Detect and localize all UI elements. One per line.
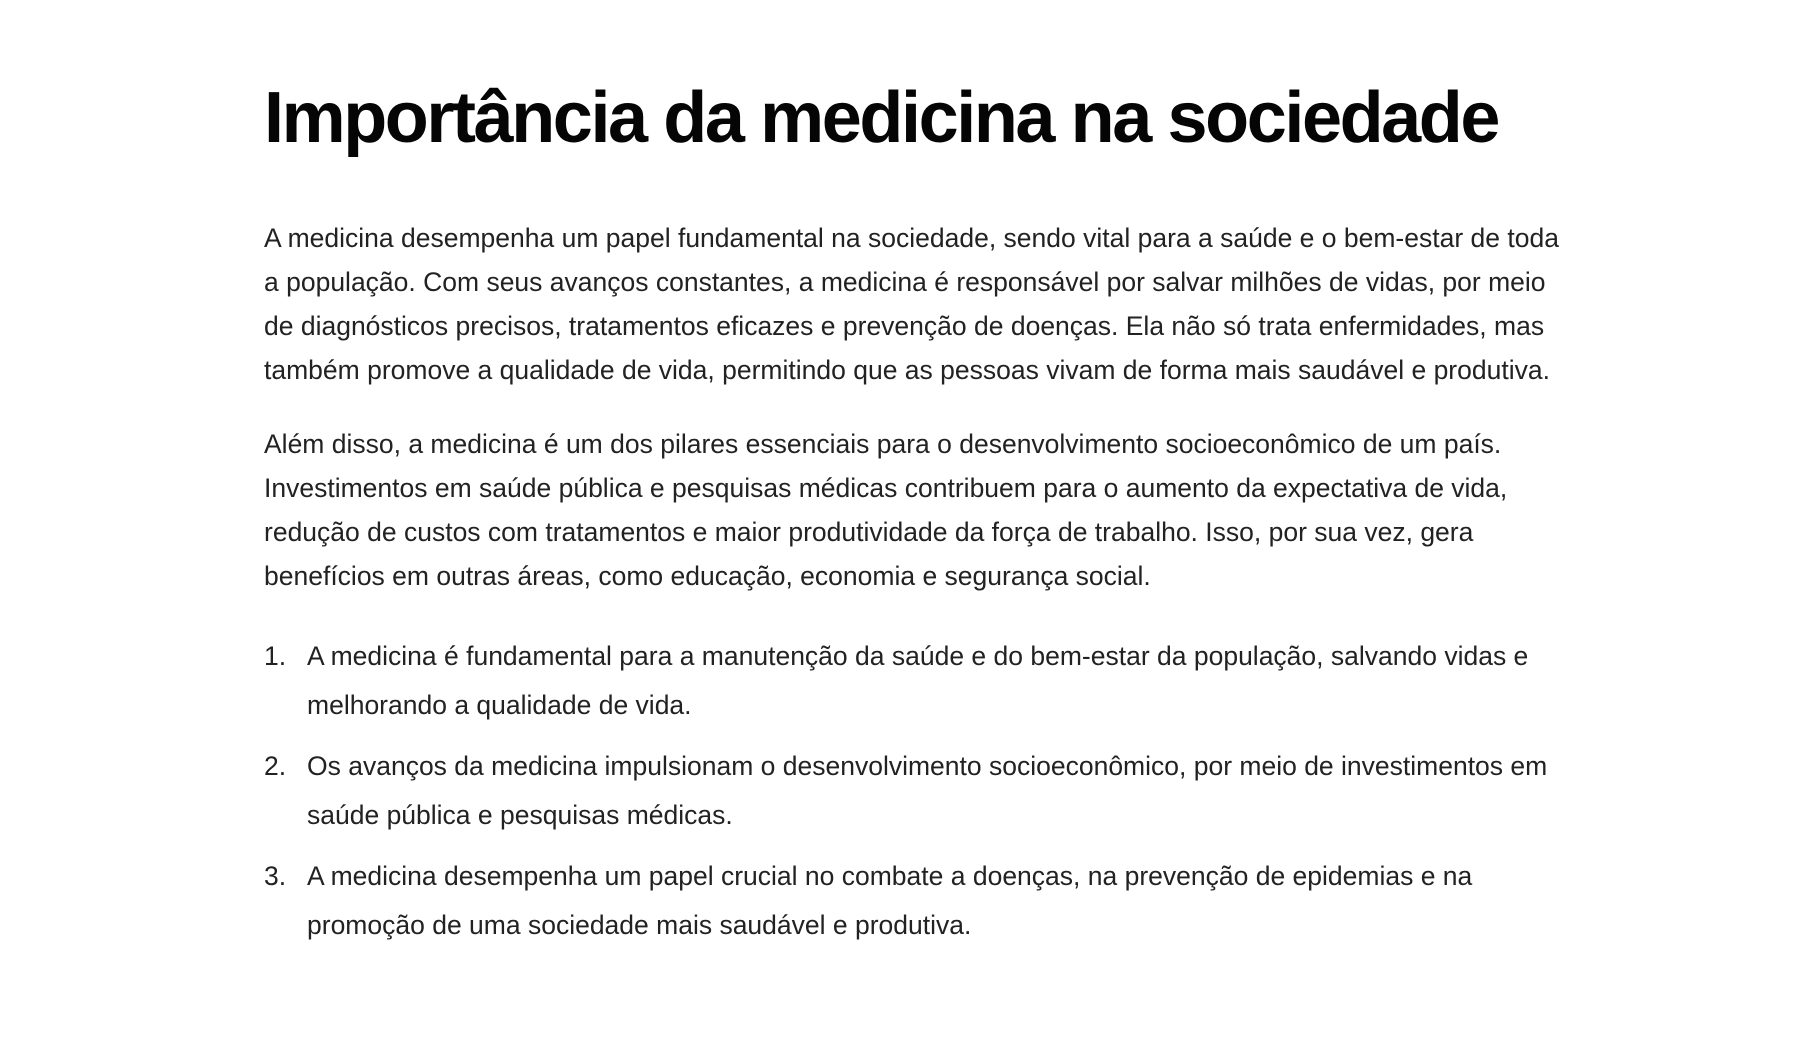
list-number: 1.: [264, 641, 287, 671]
list-item-text: A medicina desempenha um papel crucial no combate a doenças, na prevenção de epidemias e na promoção de uma sociedade mais saudável e produtiva.: [307, 861, 1473, 940]
key-points-list: [264, 632, 1564, 949]
list-number: 2.: [264, 751, 287, 781]
list-item: [264, 742, 1564, 839]
list-number: 3.: [264, 861, 287, 891]
page-title: Importância da medicina na sociedade: [264, 78, 1499, 158]
list-item: [264, 852, 1564, 949]
intro-paragraph: A medicina desempenha um papel fundamental na sociedade, sendo vital para a saúde e o bem-estar de toda a população. Com seus avanços constantes, a medicina é responsável por salvar milhões de vidas, por meio de diagnósticos precisos, tratamentos eficazes e prevenção de doenças. Ela não só trata enfermidades, mas também promove a qualidade de vida, permitindo que as pessoas vivam de forma mais saudável e produtiva.: [264, 223, 1559, 385]
document-page: [264, 70, 1564, 962]
list-item-text: Os avanços da medicina impulsionam o desenvolvimento socioeconômico, por meio de investimentos em saúde pública e pesquisas médicas.: [307, 751, 1548, 830]
list-item: [264, 632, 1564, 729]
socioeconomic-paragraph: Além disso, a medicina é um dos pilares essenciais para o desenvolvimento socioeconômico de um país. Investimentos em saúde pública e pesquisas médicas contribuem para o aumento da expectativa de vida, redução de custos com tratamentos e maior produtividade da força de trabalho. Isso, por sua vez, gera benefícios em outras áreas, como educação, economia e segurança social.: [264, 429, 1508, 591]
list-item-text: A medicina é fundamental para a manutenção da saúde e do bem-estar da população, salvando vidas e melhorando a qualidade de vida.: [307, 641, 1529, 720]
